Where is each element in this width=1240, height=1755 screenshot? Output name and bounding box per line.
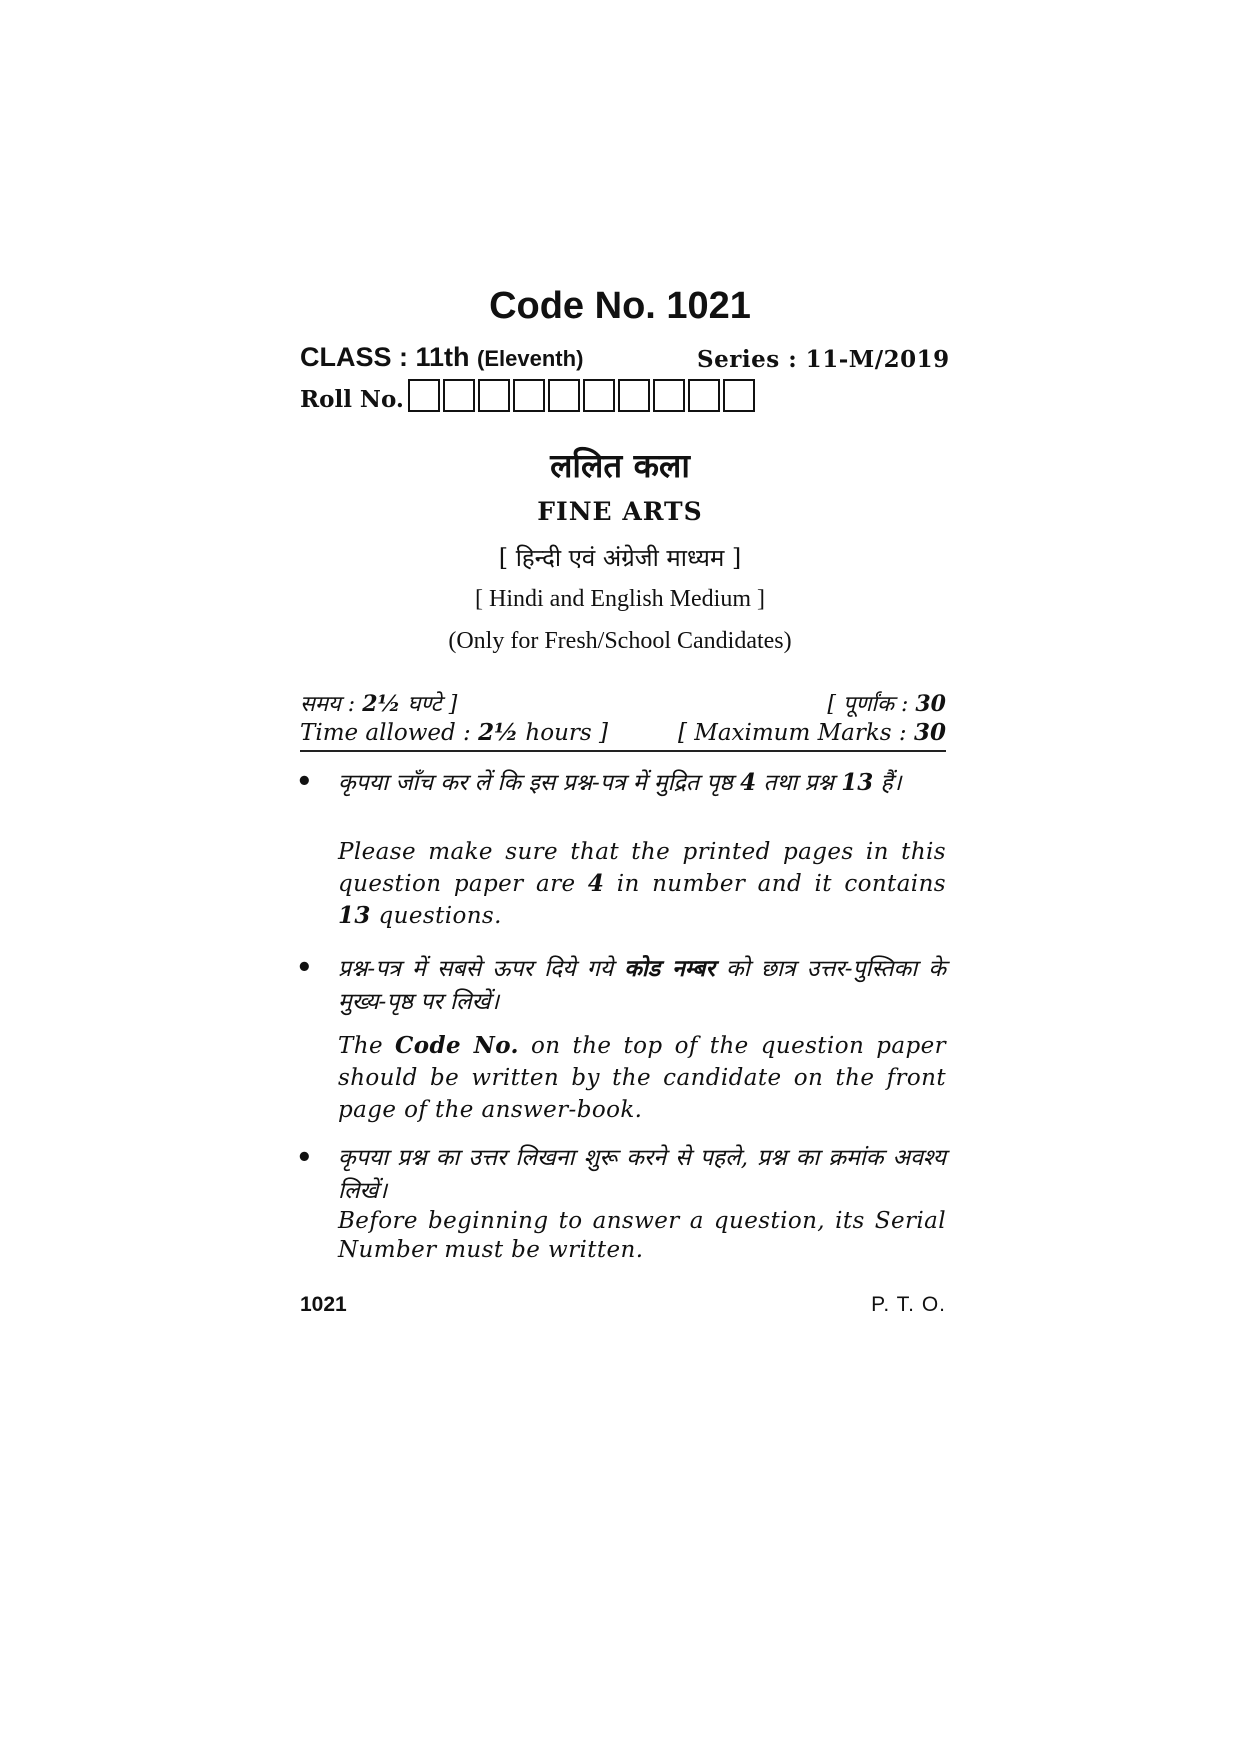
instruction-1-hindi: कृपया जाँच कर लें कि इस प्रश्न-पत्र में मुद्रित पृष्ठ 4 तथा प्रश्न 13 हैं।	[338, 769, 902, 796]
class-value: CLASS : 11th	[300, 342, 470, 372]
footer-pto: P. T. O.	[871, 1293, 946, 1316]
roll-box[interactable]	[443, 379, 475, 412]
divider	[300, 750, 946, 752]
max-marks-hindi: [ पूर्णांक : 30	[827, 691, 946, 717]
max-marks-english: [ Maximum Marks : 30	[677, 719, 946, 746]
instruction-3-hindi: कृपया प्रश्न का उत्तर लिखना शुरू करने से पहले, प्रश्न का क्रमांक अवश्य लिखें।	[338, 1145, 946, 1204]
subject-title-hindi: ललित कला	[550, 446, 690, 485]
footer-code: 1021	[300, 1293, 347, 1316]
code-title: Code No. 1021	[489, 285, 751, 327]
instruction-1-english: Please make sure that the printed pages in this question paper are 4 in number and it contains 13 questions.	[338, 839, 946, 929]
bullet-icon: •	[296, 767, 313, 797]
roll-box[interactable]	[688, 379, 720, 412]
class-sub: (Eleventh)	[477, 346, 584, 371]
bullet-icon: •	[296, 953, 313, 983]
medium-hindi: [ हिन्दी एवं अंग्रेजी माध्यम ]	[498, 544, 742, 572]
roll-box[interactable]	[723, 379, 755, 412]
instruction-2-english: The Code No. on the top of the question paper should be written by the candidate on the front page of the answer-book.	[338, 1032, 946, 1123]
class-label	[300, 342, 583, 373]
subject-title-english: FINE ARTS	[537, 497, 703, 526]
roll-box[interactable]	[583, 379, 615, 412]
candidates-note: (Only for Fresh/School Candidates)	[448, 628, 792, 654]
roll-box[interactable]	[478, 379, 510, 412]
time-allowed-english: Time allowed : 2½ hours ]	[300, 719, 608, 746]
instruction-2-hindi: प्रश्न-पत्र में सबसे ऊपर दिये गये कोड नम्बर को छात्र उत्तर-पुस्तिका के मुख्य-पृष्ठ पर लिखें।	[338, 955, 947, 1015]
roll-box[interactable]	[408, 379, 440, 412]
roll-box[interactable]	[513, 379, 545, 412]
roll-box[interactable]	[653, 379, 685, 412]
instruction-3-english: Before beginning to answer a question, its Serial Number must be written.	[338, 1208, 946, 1263]
roll-box[interactable]	[618, 379, 650, 412]
roll-number-boxes	[408, 379, 758, 412]
bullet-icon: •	[296, 1143, 313, 1173]
series-label: Series : 11-M/2019	[697, 346, 950, 373]
roll-number-label: Roll No.	[300, 386, 404, 413]
medium-english: [ Hindi and English Medium ]	[475, 586, 765, 612]
time-allowed-hindi: समय : 2½ घण्टे ]	[300, 691, 458, 717]
roll-box[interactable]	[548, 379, 580, 412]
